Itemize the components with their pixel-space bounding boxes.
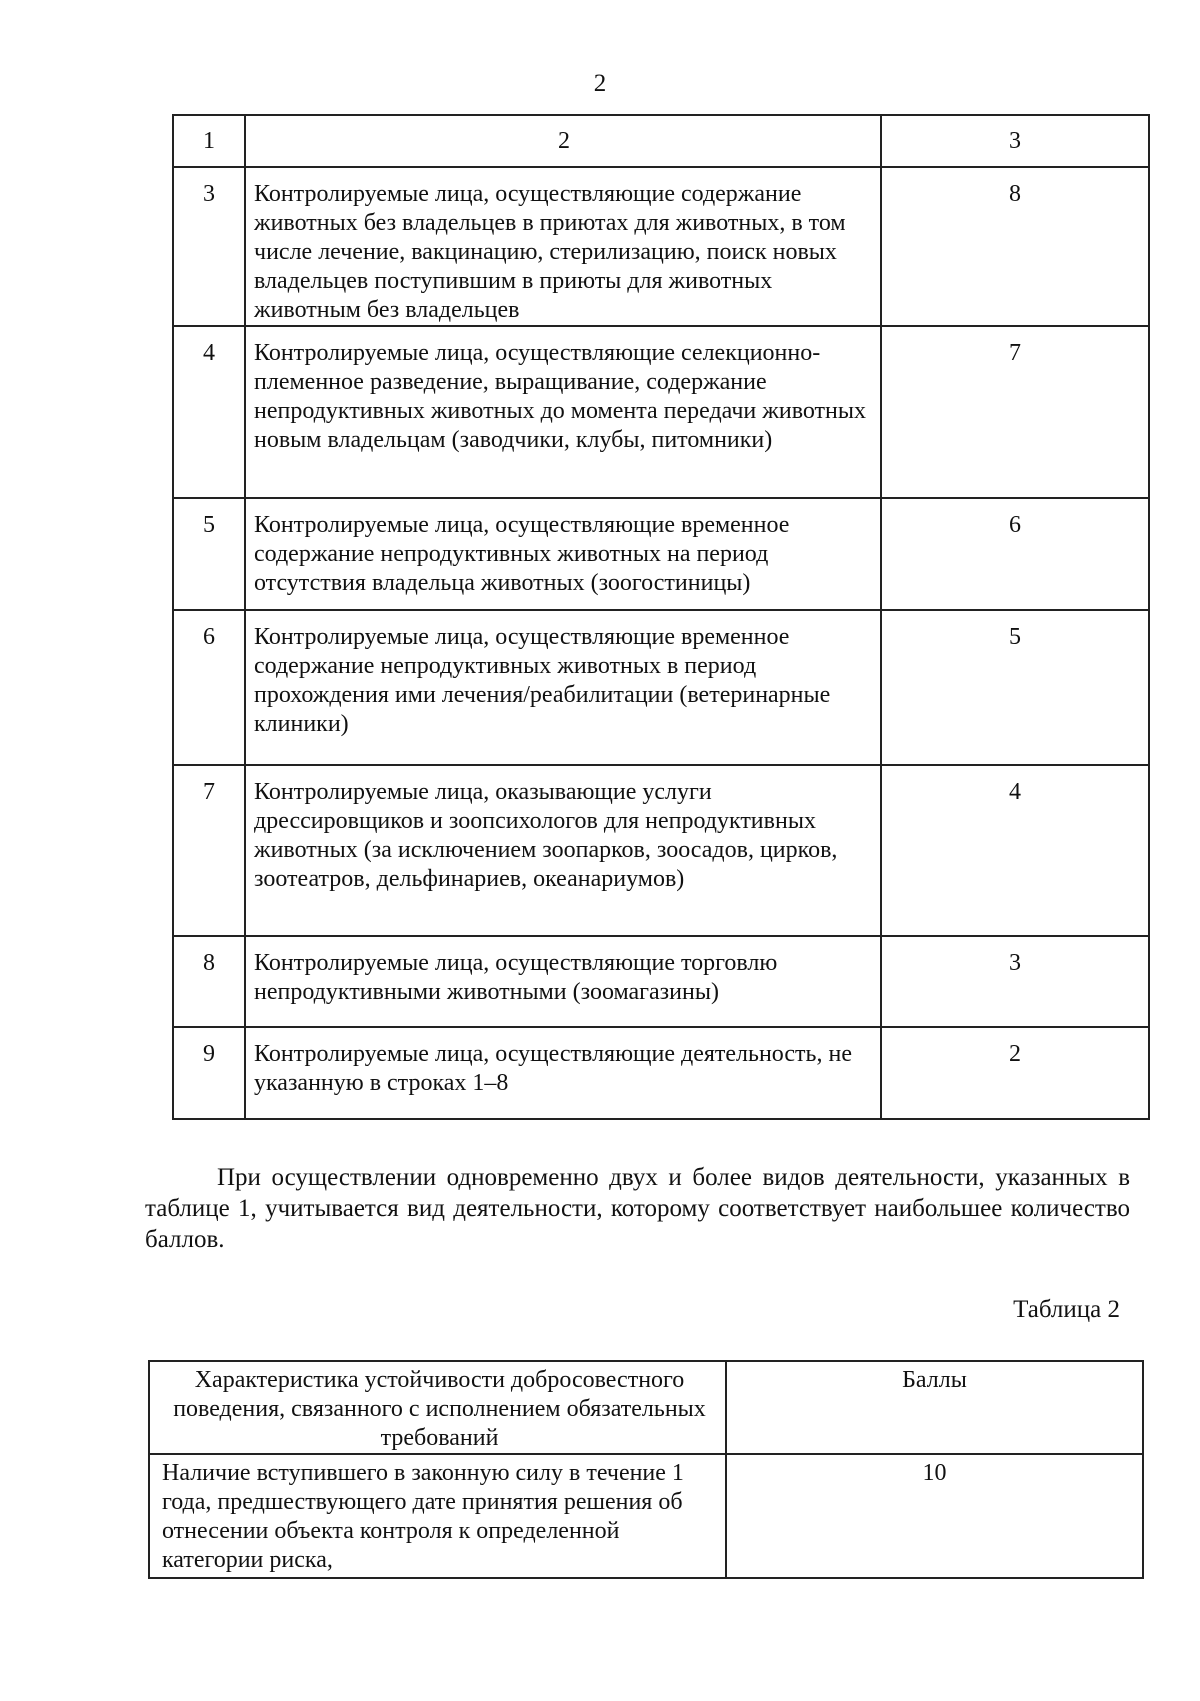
row-points: 10	[726, 1454, 1143, 1578]
header-col-2: 2	[245, 115, 881, 167]
row-score: 3	[881, 936, 1149, 1027]
row-score: 6	[881, 498, 1149, 610]
table-row	[173, 610, 1149, 765]
body-paragraph: При осуществлении одновременно двух и более видов деятельности, указанных в таблице 1, учитывается вид деятельности, которому соответствует наибольшее количество баллов.	[145, 1164, 1130, 1253]
table-header-row	[149, 1361, 1143, 1454]
header-col-3: 3	[881, 115, 1149, 167]
row-characteristic: Наличие вступившего в законную силу в течение 1 года, предшествующего дате принятия решения об отнесении объекта контроля к определенной категории риска,	[149, 1454, 726, 1578]
header-characteristic: Характеристика устойчивости добросовестного поведения, связанного с исполнением обязательных требований	[149, 1361, 726, 1454]
row-description: Контролируемые лица, осуществляющие деятельность, не указанную в строках 1–8	[245, 1027, 881, 1119]
behavior-score-table	[148, 1360, 1144, 1579]
row-description: Контролируемые лица, осуществляющие содержание животных без владельцев в приютах для животных, в том числе лечение, вакцинацию, стерилизацию, поиск новых владельцев поступившим в приюты для животных животным без владельцев	[245, 167, 881, 326]
table-header-row	[173, 115, 1149, 167]
table-row	[149, 1454, 1143, 1578]
row-description: Контролируемые лица, осуществляющие временное содержание непродуктивных животных на период отсутствия владельца животных (зоогостиницы)	[245, 498, 881, 610]
table-caption: Таблица 2	[1013, 1296, 1120, 1323]
row-number: 7	[173, 765, 245, 936]
row-score: 8	[881, 167, 1149, 326]
row-number: 4	[173, 326, 245, 498]
row-score: 7	[881, 326, 1149, 498]
row-number: 3	[173, 167, 245, 326]
row-number: 6	[173, 610, 245, 765]
row-score: 5	[881, 610, 1149, 765]
table-row	[173, 498, 1149, 610]
table-row	[173, 936, 1149, 1027]
table-row	[173, 326, 1149, 498]
row-number: 9	[173, 1027, 245, 1119]
page-number: 2	[593, 70, 607, 97]
header-col-1: 1	[173, 115, 245, 167]
row-score: 4	[881, 765, 1149, 936]
row-number: 5	[173, 498, 245, 610]
row-score: 2	[881, 1027, 1149, 1119]
header-points: Баллы	[726, 1361, 1143, 1454]
row-description: Контролируемые лица, осуществляющие селекционно-племенное разведение, выращивание, содержание непродуктивных животных до момента передачи животных новым владельцам (заводчики, клубы, питомники)	[245, 326, 881, 498]
row-description: Контролируемые лица, оказывающие услуги дрессировщиков и зоопсихологов для непродуктивных животных (за исключением зоопарков, зоосадов, цирков, зоотеатров, дельфинариев, океанариумов)	[245, 765, 881, 936]
table-row	[173, 167, 1149, 326]
activity-score-table	[172, 114, 1150, 1120]
table-row	[173, 1027, 1149, 1119]
row-number: 8	[173, 936, 245, 1027]
row-description: Контролируемые лица, осуществляющие торговлю непродуктивными животными (зоомагазины)	[245, 936, 881, 1027]
table-row	[173, 765, 1149, 936]
row-description: Контролируемые лица, осуществляющие временное содержание непродуктивных животных в период прохождения ими лечения/реабилитации (ветеринарные клиники)	[245, 610, 881, 765]
